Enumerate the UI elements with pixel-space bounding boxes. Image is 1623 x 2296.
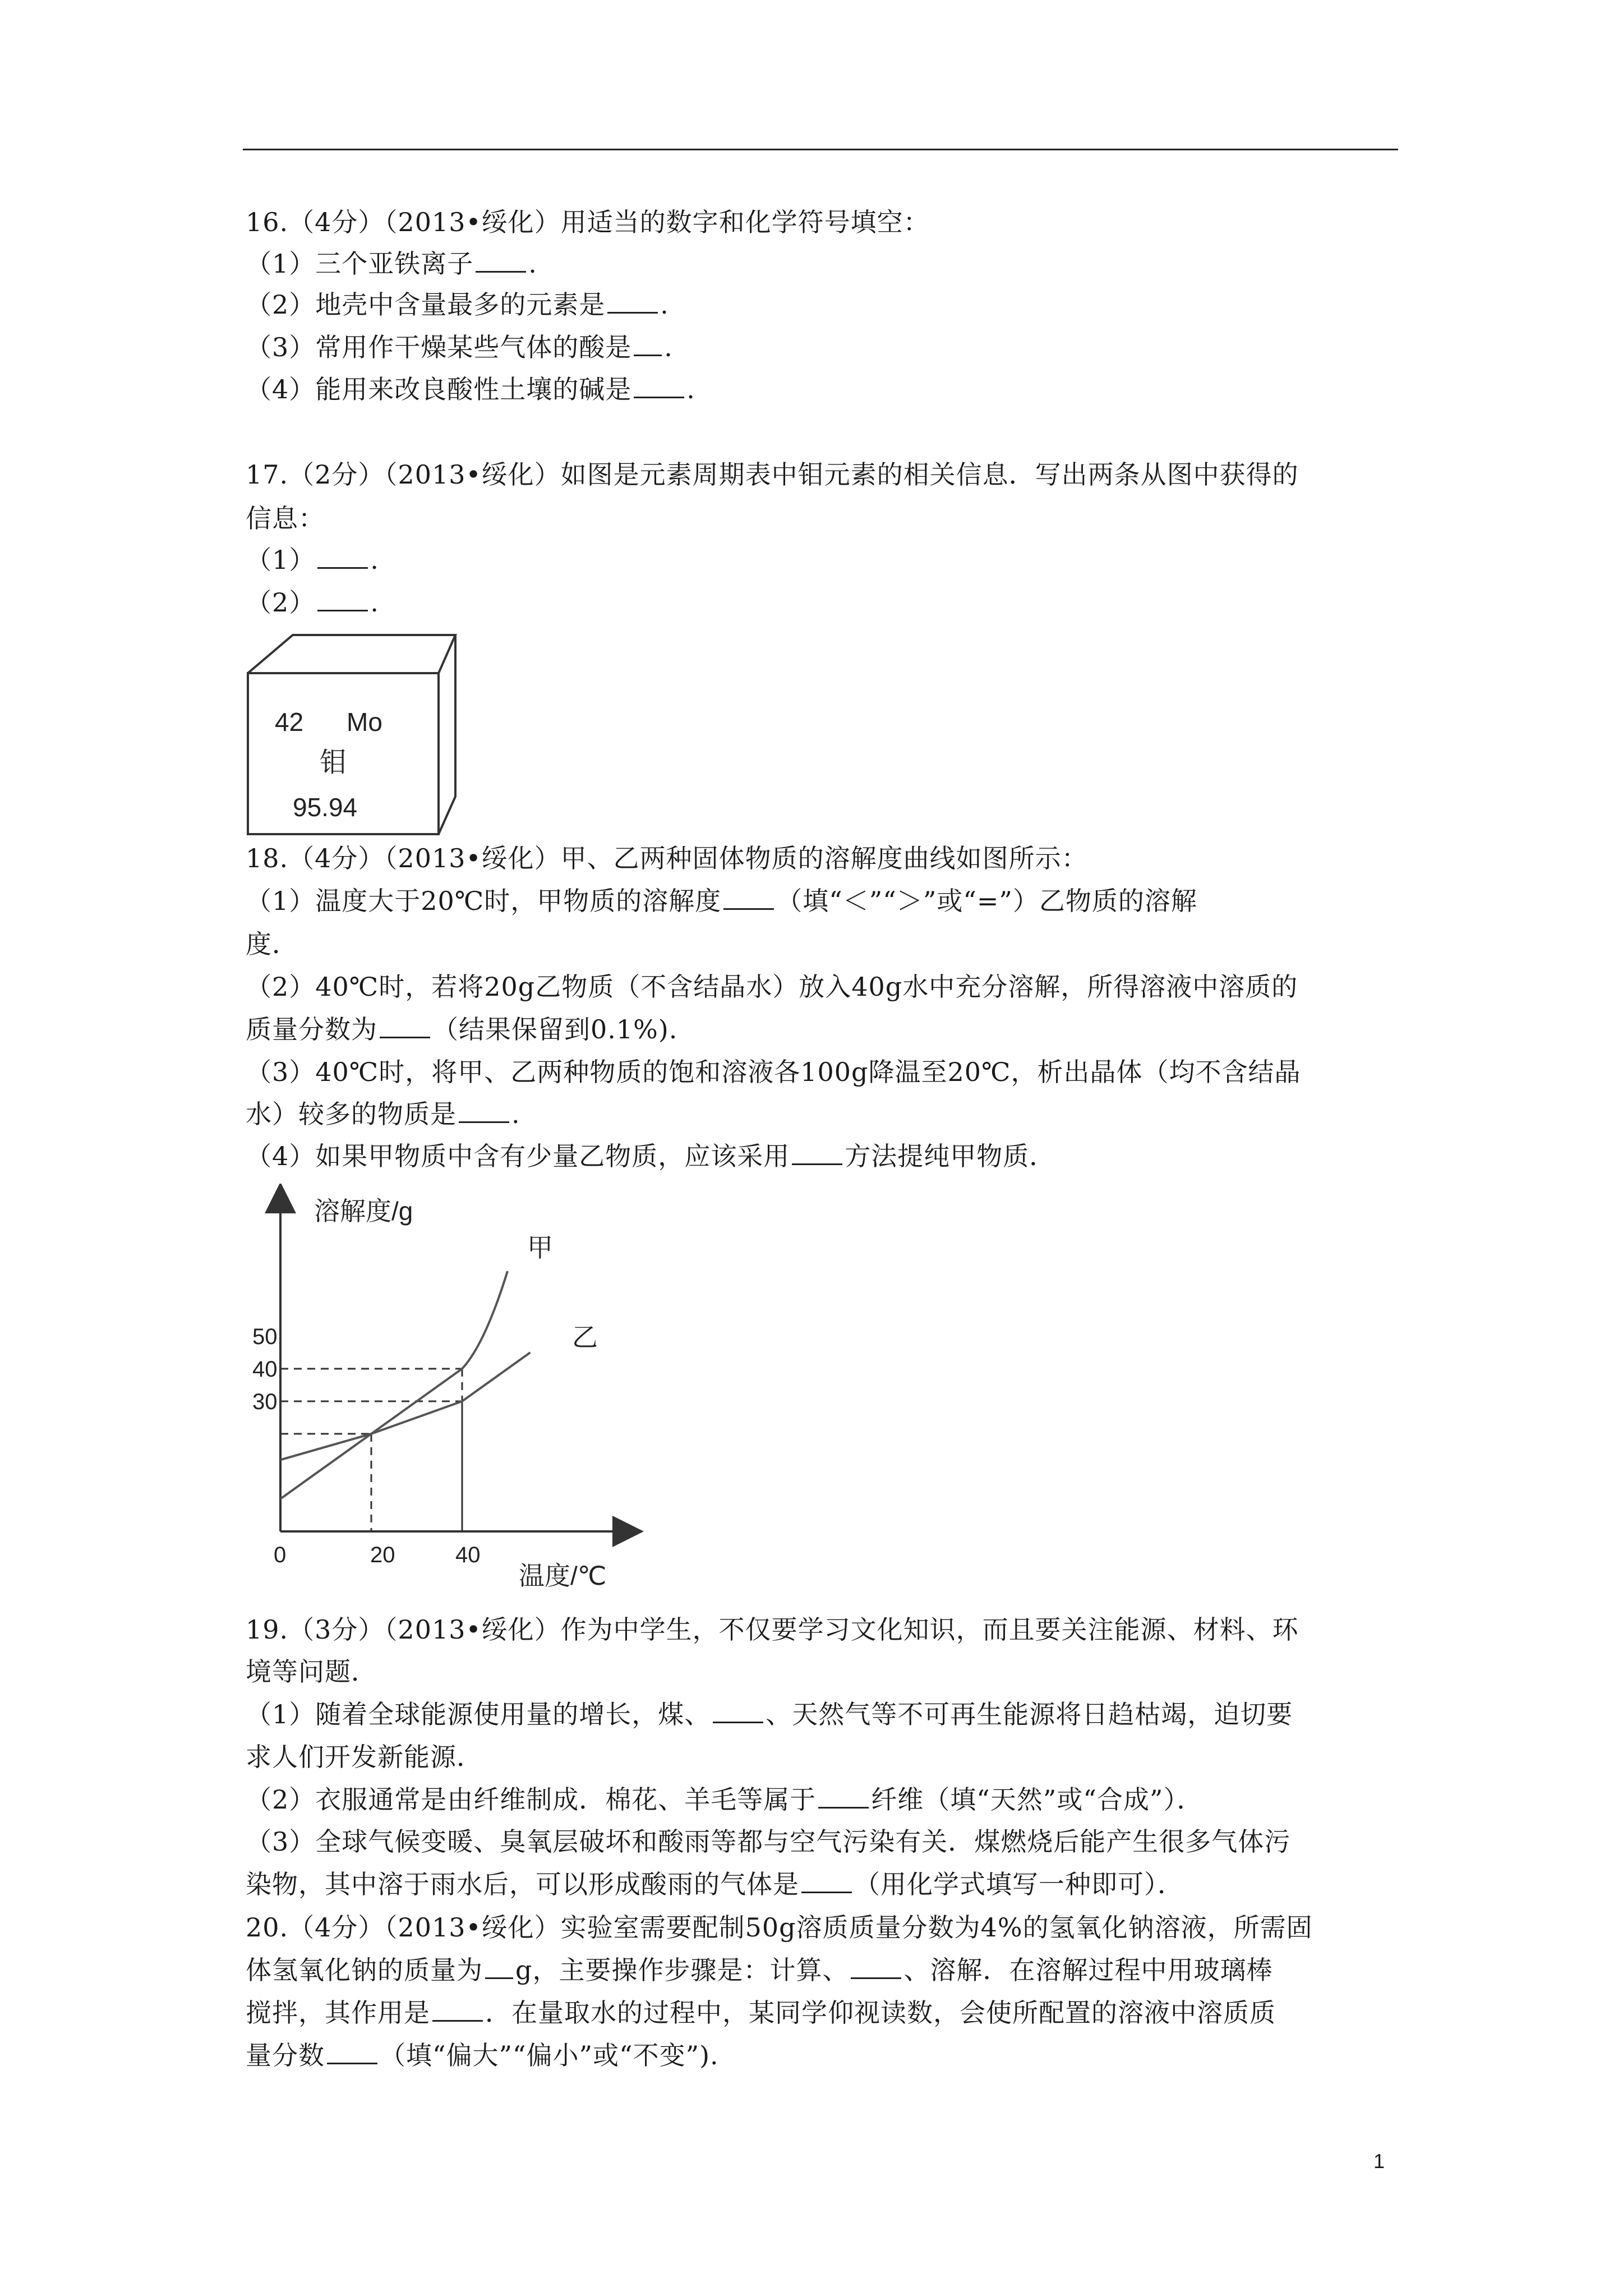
q18-item-1: （1）温度大于20℃时，甲物质的溶解度 （填“＜”“＞”或“=”）乙物质的溶解 [246,886,1197,916]
answer-blank[interactable] [634,374,684,398]
page-number: 1 [1373,2150,1385,2173]
q17-title-line-1: 17.（2分）（2013•绥化）如图是元素周期表中钼元素的相关信息．写出两条从图中获得的 [246,459,1299,490]
answer-blank[interactable] [476,249,526,273]
element-cube-figure [241,628,460,841]
answer-blank[interactable] [851,1955,901,1979]
series-label-yi: 乙 [572,1322,598,1352]
q18-item-2: （2）40℃时，若将20g乙物质（不含结晶水）放入40g水中充分溶解，所得溶液中溶质的 [246,972,1298,1002]
q18-item-1-cont: 度． [246,929,298,959]
y-tick-50: 50 [252,1324,278,1349]
x-tick-0: 0 [274,1543,287,1567]
q19-item-2: （2）衣服通常是由纤维制成．棉花、羊毛等属于 纤维（填“天然”或“合成”）． [246,1784,1204,1815]
q18-item-2-cont: 质量分数为 （结果保留到0.1%). [246,1014,678,1045]
answer-blank[interactable] [485,1955,513,1979]
answer-blank[interactable] [818,1784,869,1809]
answer-blank[interactable] [792,1141,842,1165]
header-rule [243,149,1398,150]
q16-item-2: （2）地壳中含量最多的元素是 . [246,289,669,320]
x-axis-label: 温度/℃ [519,1561,607,1590]
q19-item-1: （1）随着全球能源使用量的增长，煤、 、天然气等不可再生能源将日趋枯竭，迫切要 [246,1699,1293,1729]
q18-title: 18.（4分）（2013•绥化）甲、乙两种固体物质的溶解度曲线如图所示： [246,843,1088,873]
x-tick-20: 20 [370,1543,395,1567]
answer-blank[interactable] [801,1869,852,1893]
series-label-jia: 甲 [527,1232,553,1263]
q19-item-3-cont: 染物，其中溶于雨水后，可以形成酸雨的气体是 （用化学式填写一种即可）． [246,1869,1184,1899]
q16-item-1: （1）三个亚铁离子 . [246,249,537,279]
x-tick-40: 40 [455,1543,481,1567]
answer-blank[interactable] [380,1014,430,1038]
q20-line-4: 量分数 （填“偏大”“偏小”或“不变”). [246,2040,719,2070]
answer-blank[interactable] [317,587,368,611]
y-axis-label: 溶解度/g [314,1197,413,1226]
q19-title-line-1: 19.（3分）（2013•绥化）作为中学生，不仅要学习文化知识，而且要关注能源、材料、环 [246,1614,1299,1645]
y-tick-30: 30 [252,1389,278,1414]
q17-title-line-2: 信息： [246,503,325,533]
answer-blank[interactable] [459,1099,509,1123]
answer-blank[interactable] [723,886,774,910]
q18-item-3: （3）40℃时，将甲、乙两种物质的饱和溶液各100g降温至20℃，析出晶体（均不含结晶 [246,1057,1301,1087]
element-symbol: Mo [347,707,382,737]
q16-title: 16.（4分）（2013•绥化）用适当的数字和化学符号填空： [246,207,930,237]
q16-item-3: （3）常用作干燥某些气体的酸是 . [246,332,673,362]
answer-blank[interactable] [327,2040,377,2064]
q17-item-2: （2） . [246,587,379,618]
q18-item-4: （4）如果甲物质中含有少量乙物质，应该采用 方法提纯甲物质． [246,1141,1056,1171]
series-line-jia [280,1271,508,1499]
q19-title-line-2: 境等问题． [246,1657,377,1687]
answer-blank[interactable] [317,545,368,569]
q17-item-1: （1） . [246,545,379,575]
answer-blank[interactable] [634,332,662,356]
q19-item-1-cont: 求人们开发新能源． [246,1742,483,1772]
q18-item-3-cont: 水）较多的物质是 . [246,1099,520,1129]
answer-blank[interactable] [607,289,658,314]
q19-item-3: （3）全球气候变暖、臭氧层破坏和酸雨等都与空气污染有关．煤燃烧后能产生很多气体污 [246,1826,1291,1857]
q20-line-3: 搅拌，其作用是 ．在量取水的过程中，某同学仰视读数，会使所配置的溶液中溶质质 [246,1998,1276,2028]
q20-line-1: 20.（4分）（2013•绥化）实验室需要配制50g溶质质量分数为4%的氢氧化钠溶液，所需固 [246,1912,1313,1943]
element-name: 钼 [320,747,347,778]
answer-blank[interactable] [432,1998,483,2022]
solubility-chart [236,1184,662,1593]
y-tick-40: 40 [252,1357,278,1382]
q16-item-4: （4）能用来改良酸性土壤的碱是 . [246,374,695,404]
element-atomic-number: 42 [275,707,304,737]
element-atomic-mass: 95.94 [293,793,358,822]
q20-line-2: 体氢氧化钠的质量为 g，主要操作步骤是：计算、 、溶解．在溶解过程中用玻璃棒 [246,1955,1273,1985]
answer-blank[interactable] [713,1699,763,1723]
cube-top-face [248,635,455,673]
